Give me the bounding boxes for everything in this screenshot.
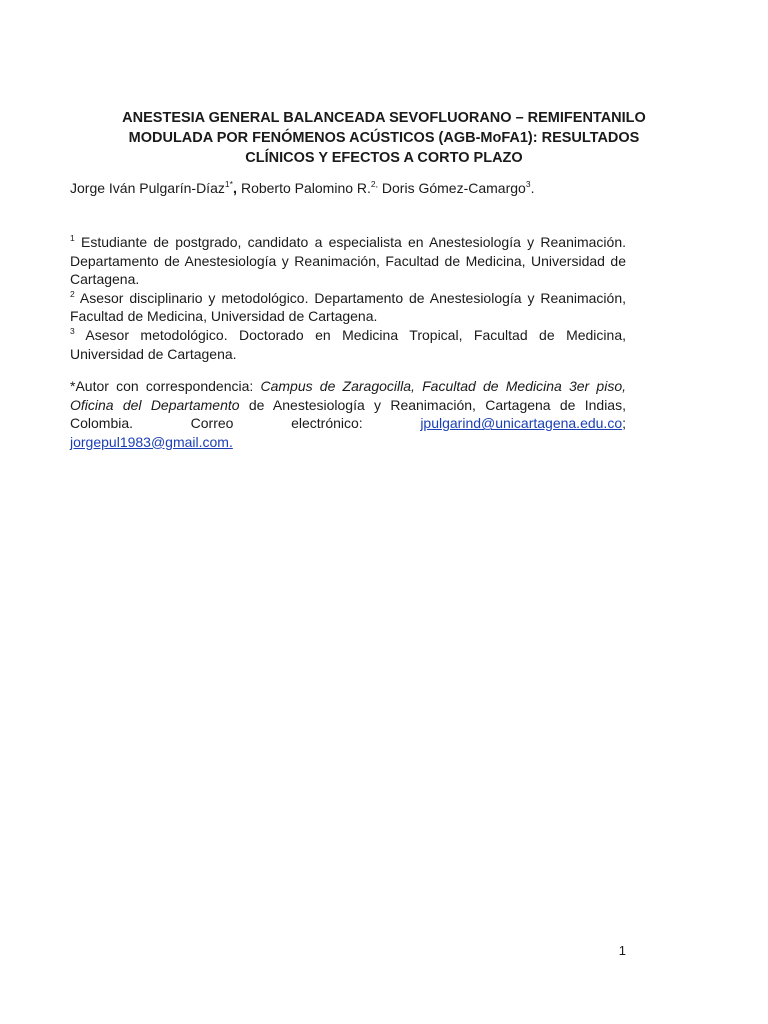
affiliations: [70, 233, 626, 363]
correspondence-address-rest: de Anestesiología y Reanimación, Cartagena de Indias, Colombia. Correo electrónico:: [70, 396, 626, 432]
author-end: .: [530, 180, 535, 196]
affiliation-3: [70, 326, 626, 363]
affiliation-2: [70, 289, 626, 326]
email-link-unicartagena[interactable]: jpulgarind@unicartagena.edu.co: [420, 415, 623, 432]
author-list: [70, 178, 700, 199]
affiliation-3-marker: 3: [70, 325, 75, 336]
title-line-2: MODULADA POR FENÓMENOS ACÚSTICOS (AGB-MoFA1): RESULTADOS: [128, 130, 640, 146]
title-line-1: ANESTESIA GENERAL BALANCEADA SEVOFLUORANO – REMIFENTANILO: [122, 110, 646, 126]
correspondence-address: Campus de Zaragocilla, Facultad de Medicina 3er piso, Oficina del Departamento: [70, 378, 626, 413]
author-separator: ,: [232, 180, 238, 197]
title-line-3: CLÍNICOS Y EFECTOS A CORTO PLAZO: [245, 150, 523, 166]
affiliation-2-marker: 2: [70, 288, 75, 299]
author-2: Roberto Palomino R.: [237, 180, 371, 196]
author-3-marker: 3: [525, 179, 531, 189]
email-link-gmail[interactable]: jorgepul1983@gmail.com.: [70, 433, 233, 450]
affiliation-1-marker: 1: [70, 233, 75, 243]
author-1-marker: 1*: [224, 179, 233, 189]
author-2-marker: 2,: [370, 179, 379, 189]
paper-title: [60, 108, 708, 168]
author-1: Jorge Iván Pulgarín-Díaz: [70, 180, 225, 196]
correspondence-label: *Autor con correspondencia:: [70, 378, 261, 394]
affiliation-1-text: Estudiante de postgrado, candidato a especialista en Anestesiología y Reanimación. Departamento de Anestesiología y Reanimación, Facultad de Medicina, Universidad de Cartagena.: [70, 234, 626, 288]
email-separator: ;: [622, 415, 626, 432]
author-3: Doris Gómez-Camargo: [378, 180, 526, 196]
correspondence-note: [70, 377, 626, 451]
affiliation-3-text: Asesor metodológico. Doctorado en Medicina Tropical, Facultad de Medicina, Universidad de Cartagena.: [70, 326, 626, 362]
page-number: 1: [618, 943, 626, 958]
affiliation-1: [70, 233, 626, 289]
affiliation-2-text: Asesor disciplinario y metodológico. Departamento de Anestesiología y Reanimación, Facultad de Medicina, Universidad de Cartagena.: [70, 289, 626, 325]
